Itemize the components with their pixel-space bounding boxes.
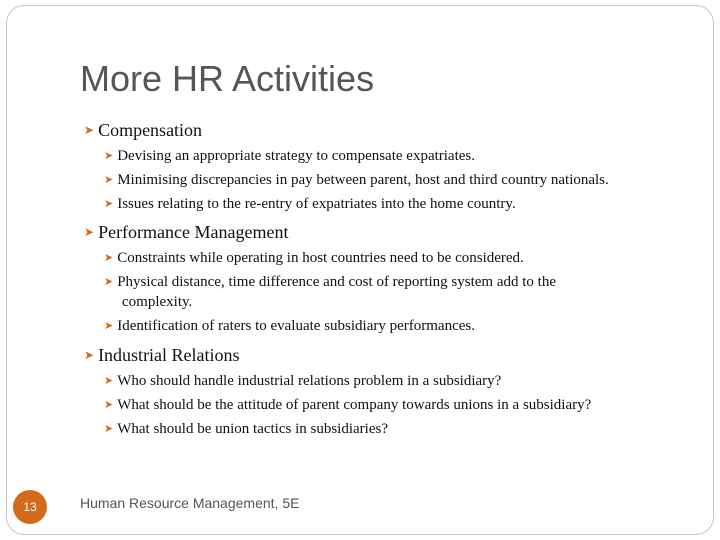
section-heading-label: Compensation: [98, 120, 203, 140]
arrow-bullet-icon: ➤: [104, 198, 114, 210]
list-item: [104, 397, 591, 414]
arrow-bullet-icon: ➤: [104, 375, 114, 387]
list-item-continuation: complexity.: [122, 294, 193, 310]
section-heading-label: Industrial Relations: [98, 345, 240, 365]
arrow-bullet-icon: ➤: [104, 423, 114, 435]
list-item: [104, 148, 475, 165]
list-item-text: What should be union tactics in subsidiaries?: [117, 421, 388, 437]
arrow-bullet-icon: ➤: [104, 399, 114, 411]
arrow-bullet-icon: ➤: [104, 320, 114, 332]
section-heading-performance-management: [84, 222, 288, 243]
section-heading-compensation: [84, 120, 202, 141]
arrow-bullet-icon: ➤: [104, 150, 114, 162]
list-item-text: Devising an appropriate strategy to compensate expatriates.: [117, 148, 476, 164]
list-item-text: Physical distance, time difference and cost of reporting system add to the: [117, 274, 556, 290]
page-number-badge: 13: [13, 490, 47, 524]
list-item: [104, 373, 501, 390]
list-item-text: Identification of raters to evaluate subsidiary performances.: [117, 318, 475, 334]
slide-title: More HR Activities: [80, 58, 375, 99]
list-item-text: Constraints while operating in host countries need to be considered.: [117, 250, 524, 266]
footer-text: Human Resource Management, 5E: [80, 495, 300, 511]
list-item-text: Issues relating to the re-entry of expatriates into the home country.: [117, 196, 516, 212]
list-item: [104, 172, 609, 189]
list-item-text: Minimising discrepancies in pay between parent, host and third country nationals.: [117, 172, 609, 188]
list-item: [104, 196, 516, 213]
section-heading-label: Performance Management: [98, 222, 289, 242]
arrow-bullet-icon: ➤: [104, 252, 114, 264]
section-heading-industrial-relations: [84, 345, 240, 366]
list-item: [104, 274, 556, 291]
list-item: [104, 318, 475, 335]
arrow-bullet-icon: ➤: [104, 174, 114, 186]
arrow-bullet-icon: ➤: [104, 276, 114, 288]
arrow-bullet-icon: ➤: [84, 348, 95, 362]
list-item-text: Who should handle industrial relations problem in a subsidiary?: [117, 373, 502, 389]
arrow-bullet-icon: ➤: [84, 225, 95, 239]
list-item-text: What should be the attitude of parent company towards unions in a subsidiary?: [117, 397, 592, 413]
arrow-bullet-icon: ➤: [84, 123, 95, 137]
list-item: [104, 250, 524, 267]
list-item: [104, 421, 388, 438]
